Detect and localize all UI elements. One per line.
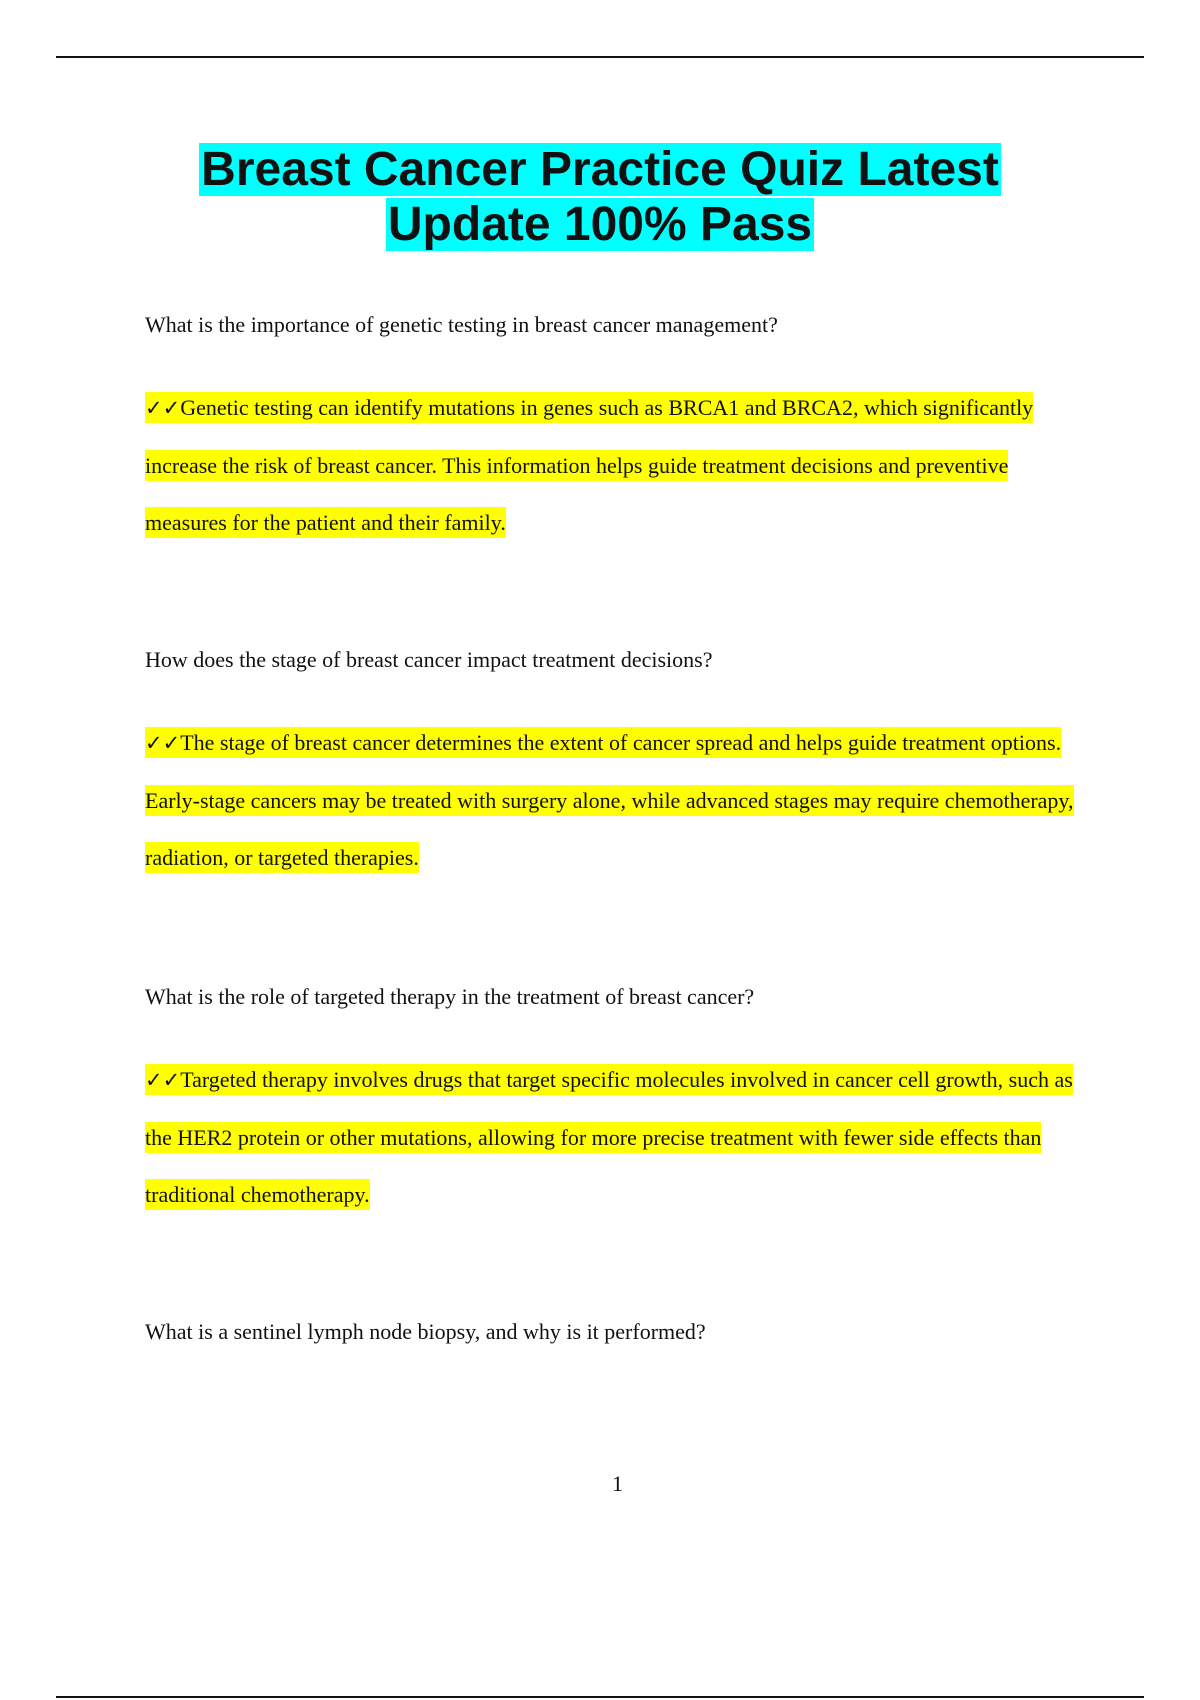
double-check-icon: ✓✓ (145, 396, 181, 420)
qa-item-1 (145, 311, 1085, 551)
answer-1-text: Genetic testing can identify mutations in genes such as BRCA1 and BRCA2, which significantly increase the risk of breast cancer. This information helps guide treatment decisions and preventive measures for the patient and their family. (145, 395, 1034, 535)
question-3: What is the role of targeted therapy in the treatment of breast cancer? (145, 984, 755, 1009)
title-line-2: Update 100% Pass (387, 198, 813, 251)
double-check-icon: ✓✓ (145, 731, 181, 755)
double-check-icon: ✓✓ (145, 1068, 181, 1092)
document-title (0, 142, 1200, 252)
title-line-1: Breast Cancer Practice Quiz Latest (201, 143, 999, 196)
answer-1 (145, 379, 1085, 551)
qa-item-4 (145, 1318, 1085, 1346)
question-4: What is a sentinel lymph node biopsy, and why is it performed? (145, 1319, 706, 1344)
qa-item-2 (145, 646, 1085, 886)
question-1: What is the importance of genetic testing in breast cancer management? (145, 312, 778, 337)
page-number: 1 (612, 1471, 623, 1496)
qa-item-3 (145, 983, 1085, 1223)
top-rule (56, 56, 1144, 58)
bottom-rule (56, 1696, 1144, 1698)
answer-3-text: Targeted therapy involves drugs that target specific molecules involved in cancer cell growth, such as the HER2 protein or other mutations, allowing for more precise treatment with fewer side effects than traditional chemotherapy. (145, 1067, 1073, 1207)
answer-3 (145, 1051, 1085, 1223)
answer-2 (145, 714, 1085, 886)
answer-2-text: The stage of breast cancer determines the extent of cancer spread and helps guide treatment options. Early-stage cancers may be treated with surgery alone, while advanced stages may require chemotherapy, radiation, or targeted therapies. (145, 730, 1074, 870)
question-2: How does the stage of breast cancer impact treatment decisions? (145, 647, 713, 672)
